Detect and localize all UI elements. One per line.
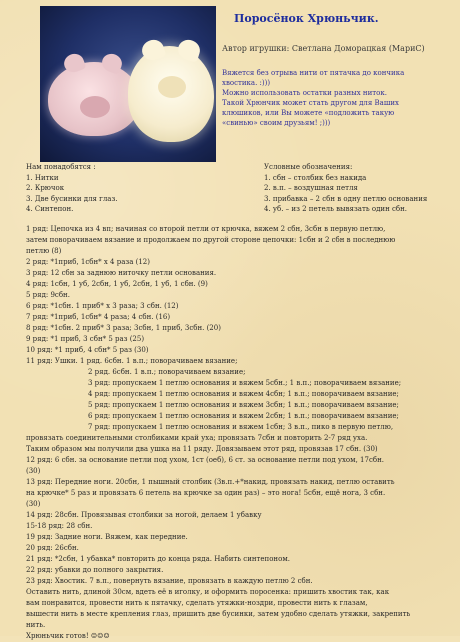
intro-note: «свинью» своим друзьям! ;))) [222,119,331,127]
pink-pig-right-ear [100,51,125,75]
materials-item: 1. Нитки [26,173,59,182]
instruction-line: вам понравится, провести нить к пятачку, сделать утяжки-ноздри, провести нить к глазам, [26,599,368,607]
intro-note: Такой Хрюнчик может стать другом для Ваших [222,99,399,107]
abbreviations-legend [264,162,460,215]
instruction-line: 2 ряд: *1приб, 1сбн* х 4 раза (12) [26,258,150,266]
legend-item: 2. в.п. – воздушная петля [264,184,358,192]
page-title: Поросёнок Хрюньчик. [234,12,379,25]
instruction-line: 13 ряд: Передние ноги. 20сбн, 1 пышный столбик (3в.п.+*накид, провязать накид, петлю оставить [26,478,395,486]
materials-heading: Нам понадобятся : [26,163,96,171]
instruction-line: 7 ряд: пропускаем 1 петлю основания и вяжем 1сбн; 3 в.п., пико в первую петлю, [88,423,394,431]
instruction-line: 6 ряд: пропускаем 1 петлю основания и вяжем 2сбн; 1 в.п.; поворачиваем вязание; [88,412,399,420]
instruction-line: 22 ряд: убавки до полного закрытия. [26,566,164,574]
legend-item: 4. уб. – из 2 петель вывязать один сбн. [264,205,407,213]
pink-pig-snout [80,96,110,118]
instruction-line: затем поворачиваем вязание и продолжаем по другой стороне цепочки: 1сбн и 2 сбн в последнюю [26,236,396,244]
white-pig-snout [158,76,186,98]
instruction-line: 6 ряд: *1сбн. 1 приб* х 3 раза; 3 сбн. (12) [26,302,179,310]
instruction-line: петлю (8) [26,247,62,255]
instruction-line: 9 ряд: *1 приб, 3 сбн* 5 раз (25) [26,335,145,343]
pink-pig-left-ear [62,51,87,75]
materials-list [26,162,226,215]
instruction-line: 23 ряд: Хвостик. 7 в.п., повернуть вязание, провязать в каждую петлю 2 сбн. [26,577,313,585]
intro-note: Вяжется без отрыва нити от пятачка до кончика [222,69,405,77]
instruction-line: 4 ряд: пропускаем 1 петлю основания и вяжем 4сбн; 1 в.п.; поворачиваем вязание; [88,390,399,398]
instruction-line: 5 ряд: 9сбн. [26,291,70,299]
instruction-line: нить. [26,621,46,629]
instruction-line: 15-18 ряд: 28 сбн. [26,522,93,530]
instruction-line: 2 ряд. 6сбн. 1 в.п.; поворачиваем вязание; [88,368,246,376]
pig-toys-photo [40,6,216,162]
instruction-line: (30) [26,467,41,475]
instruction-line: 5 ряд: пропускаем 1 петлю основания и вяжем 3сбн; 1 в.п.; поворачиваем вязание; [88,401,399,409]
intro-notes [222,68,454,128]
instruction-line: 20 ряд: 26сбн. [26,544,79,552]
author-line: Автор игрушки: Светлана Доморацкая (МариС) [222,44,425,53]
instruction-line: на крючке* 5 раз и провязать 6 петель на крючке за один раз) – это нога! 5сбн, ещё нога, 3 сбн. [26,489,386,497]
white-pig-left-ear [139,37,166,63]
instruction-line: (30) [26,500,41,508]
instruction-line: 3 ряд: пропускаем 1 петлю основания и вяжем 5сбн.; 1 в.п.; поворачиваем вязание; [88,379,402,387]
instruction-line: 8 ряд: *1сбн. 2 приб* 3 раза; 3сбн, 1 приб, 3сбн. (20) [26,324,221,332]
instruction-line: 7 ряд: *1приб, 1сбн* 4 раза; 4 сбн. (16) [26,313,171,321]
white-pig-toy [128,46,214,142]
materials-item: 2. Крючок [26,184,65,192]
instruction-line: Таким образом мы получили два ушка на 11 ряду. Довязываем этот ряд, провязав 17 сбн. (30) [26,445,378,453]
instruction-line: провязать соединительными столбиками край уха; провязать 7сбн и повторить 2-7 ряд уха. [26,434,368,442]
instruction-line: Хрюньчик готов! ☺☺☺ [26,632,110,640]
instruction-line: 3 ряд: 12 сбн за заднюю ниточку петли основания. [26,269,217,277]
instruction-line: 21 ряд: *2сбн, 1 убавка* повторить до конца ряда. Набить синтепоном. [26,555,290,563]
instruction-line: 14 ряд: 28сбн. Провязывая столбики за ногой, делаем 1 убавку [26,511,262,519]
legend-heading: Условные обозначения: [264,163,353,171]
white-pig-right-ear [175,37,202,63]
instructions [26,224,456,642]
materials-item: 4. Синтепон. [26,205,74,213]
instruction-line: 10 ряд: *1 приб, 4 сбн* 5 раз (30) [26,346,149,354]
instruction-line: вышести нить в месте крепления глаз, пришить две бусинки, затем удобно сделать утяжки, закрепить [26,610,411,618]
instruction-line: 11 ряд: Ушки. 1 ряд. 6сбн. 1 в.п.; поворачиваем вязание; [26,357,238,365]
instruction-line: Оставить нить, длиной 30см, вдеть её в иголку, и оформить поросенка: пришить хвостик так, как [26,588,390,596]
legend-item: 3. прибавка – 2 сбн в одну петлю основания [264,194,428,203]
legend-item: 1. сбн – столбик без накида [264,173,367,182]
instruction-line: 4 ряд: 1сбн, 1 уб, 2сбн, 1 уб, 2сбн, 1 уб, 1 сбн. (9) [26,280,208,288]
instruction-line: 19 ряд: Задние ноги. Вяжем, как передние. [26,533,188,541]
materials-item: 3. Две бусинки для глаз. [26,194,118,203]
intro-note: Можно использовать остатки разных ниток. [222,89,387,97]
instruction-line: 12 ряд: 6 сбн. за основание петли под ухом, 1ст (оеб), 6 ст. за основание петли под ухом, 17сбн. [26,456,384,464]
intro-note: хвостика. :))) [222,79,271,87]
intro-note: клюшиков, или Вы можете «подложить такую [222,109,395,117]
instruction-line: 1 ряд: Цепочка из 4 вп; начиная со второй петли от крючка, вяжем 2 сбн, 3сбн в первую петлю, [26,225,386,233]
pink-pig-toy [48,62,140,136]
